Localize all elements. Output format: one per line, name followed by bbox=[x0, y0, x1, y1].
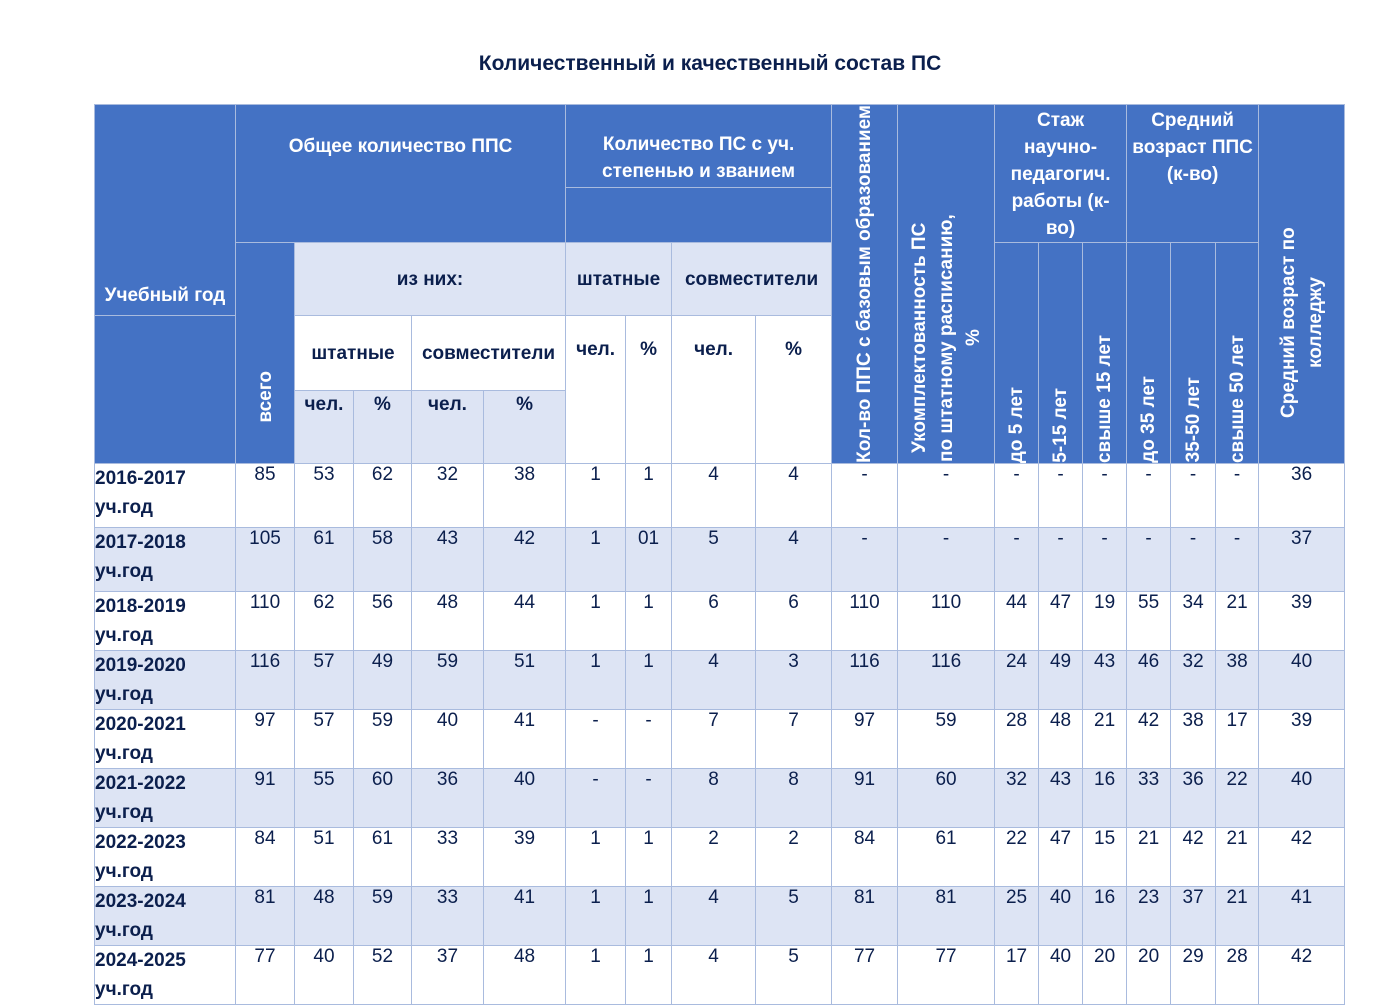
row-year: 2022-2023 уч.год bbox=[95, 827, 236, 886]
row-cell: 37 bbox=[412, 945, 484, 1004]
row-cell: 5 bbox=[756, 886, 832, 945]
row-cell: 41 bbox=[484, 709, 566, 768]
header-exp-1: до 5 лет bbox=[995, 243, 1039, 464]
row-cell: 110 bbox=[898, 591, 995, 650]
header-experience-group: Стаж научно-педагогич. работы (к-во) bbox=[995, 105, 1127, 243]
header-exp-3: свыше 15 лет bbox=[1083, 243, 1127, 464]
row-cell: 81 bbox=[832, 886, 898, 945]
header-degree-part-time: совместители bbox=[672, 243, 832, 316]
table-row bbox=[95, 827, 1345, 886]
row-cell: 39 bbox=[1259, 709, 1345, 768]
header-degree-staff-percent: % bbox=[626, 316, 672, 463]
row-cell: 36 bbox=[412, 768, 484, 827]
row-cell: 51 bbox=[484, 650, 566, 709]
row-cell: 40 bbox=[484, 768, 566, 827]
row-cell: - bbox=[1039, 463, 1083, 527]
header-age-3: свыше 50 лет bbox=[1216, 243, 1259, 464]
header-age-2: 35-50 лет bbox=[1171, 243, 1216, 464]
row-cell: 3 bbox=[756, 650, 832, 709]
header-part-people: чел. bbox=[412, 390, 484, 463]
row-cell: 110 bbox=[832, 591, 898, 650]
header-year-spacer bbox=[95, 316, 236, 463]
row-cell: - bbox=[898, 463, 995, 527]
header-total: всего bbox=[236, 243, 295, 464]
row-cell: 21 bbox=[1216, 886, 1259, 945]
header-of-them: из них: bbox=[295, 243, 566, 316]
row-cell: 15 bbox=[1083, 827, 1127, 886]
row-cell: - bbox=[1171, 463, 1216, 527]
row-cell: 48 bbox=[484, 945, 566, 1004]
row-cell: 91 bbox=[236, 768, 295, 827]
row-year: 2021-2022 уч.год bbox=[95, 768, 236, 827]
row-cell: 48 bbox=[295, 886, 354, 945]
row-cell: 34 bbox=[1171, 591, 1216, 650]
row-cell: 60 bbox=[898, 768, 995, 827]
row-cell: 47 bbox=[1039, 827, 1083, 886]
row-cell: 81 bbox=[236, 886, 295, 945]
row-cell: 52 bbox=[354, 945, 412, 1004]
row-cell: 21 bbox=[1216, 827, 1259, 886]
row-cell: - bbox=[1127, 463, 1171, 527]
header-avg-age: Средний возраст по колледжу bbox=[1259, 105, 1345, 464]
row-cell: 22 bbox=[995, 827, 1039, 886]
row-cell: 43 bbox=[1039, 768, 1083, 827]
row-cell: 17 bbox=[1216, 709, 1259, 768]
row-cell: 61 bbox=[295, 527, 354, 591]
header-degree-part-percent: % bbox=[756, 316, 832, 463]
row-cell: 4 bbox=[672, 945, 756, 1004]
header-degree-part-people: чел. bbox=[672, 316, 756, 463]
row-cell: 97 bbox=[832, 709, 898, 768]
row-cell: 53 bbox=[295, 463, 354, 527]
table-row bbox=[95, 886, 1345, 945]
row-cell: 38 bbox=[484, 463, 566, 527]
header-degree-group: Количество ПС с уч. степенью и званием bbox=[566, 105, 832, 188]
row-cell: 1 bbox=[566, 886, 626, 945]
row-cell: 1 bbox=[626, 463, 672, 527]
row-cell: - bbox=[1216, 463, 1259, 527]
row-cell: 28 bbox=[1216, 945, 1259, 1004]
row-cell: 32 bbox=[1171, 650, 1216, 709]
row-cell: 62 bbox=[295, 591, 354, 650]
row-year: 2016-2017 уч.год bbox=[95, 463, 236, 527]
row-cell: 59 bbox=[898, 709, 995, 768]
row-cell: - bbox=[566, 709, 626, 768]
row-cell: 38 bbox=[1171, 709, 1216, 768]
row-cell: 43 bbox=[1083, 650, 1127, 709]
row-cell: 8 bbox=[672, 768, 756, 827]
row-year: 2019-2020 уч.год bbox=[95, 650, 236, 709]
row-cell: 85 bbox=[236, 463, 295, 527]
table-body bbox=[95, 463, 1345, 1004]
row-cell: - bbox=[832, 463, 898, 527]
row-year: 2023-2024 уч.год bbox=[95, 886, 236, 945]
row-cell: 6 bbox=[756, 591, 832, 650]
row-cell: 40 bbox=[1259, 650, 1345, 709]
row-cell: 81 bbox=[898, 886, 995, 945]
row-cell: 1 bbox=[566, 591, 626, 650]
row-cell: 48 bbox=[1039, 709, 1083, 768]
row-cell: 91 bbox=[832, 768, 898, 827]
row-cell: 37 bbox=[1171, 886, 1216, 945]
row-cell: 23 bbox=[1127, 886, 1171, 945]
header-age-group: Средний возраст ППС (к-во) bbox=[1127, 105, 1259, 243]
header-degree-staff-people: чел. bbox=[566, 316, 626, 463]
row-cell: 5 bbox=[672, 527, 756, 591]
row-year: 2017-2018 уч.год bbox=[95, 527, 236, 591]
row-cell: 39 bbox=[1259, 591, 1345, 650]
table-row bbox=[95, 527, 1345, 591]
header-part-time: совместители bbox=[412, 316, 566, 390]
row-year: 2020-2021 уч.год bbox=[95, 709, 236, 768]
page-title: Количественный и качественный состав ПС bbox=[478, 52, 942, 75]
row-cell: 33 bbox=[412, 886, 484, 945]
row-cell: 20 bbox=[1083, 945, 1127, 1004]
row-cell: 40 bbox=[1039, 945, 1083, 1004]
row-cell: - bbox=[995, 527, 1039, 591]
row-cell: 116 bbox=[898, 650, 995, 709]
row-cell: - bbox=[566, 768, 626, 827]
row-cell: 47 bbox=[1039, 591, 1083, 650]
row-cell: 57 bbox=[295, 650, 354, 709]
row-cell: 1 bbox=[566, 827, 626, 886]
row-cell: 77 bbox=[236, 945, 295, 1004]
row-cell: 24 bbox=[995, 650, 1039, 709]
row-cell: 33 bbox=[1127, 768, 1171, 827]
row-cell: 40 bbox=[1259, 768, 1345, 827]
row-cell: 1 bbox=[566, 650, 626, 709]
row-cell: 21 bbox=[1216, 591, 1259, 650]
row-cell: 36 bbox=[1171, 768, 1216, 827]
row-cell: 17 bbox=[995, 945, 1039, 1004]
row-cell: 44 bbox=[484, 591, 566, 650]
header-base-education: Кол-во ППС с базовым образованием bbox=[832, 105, 898, 464]
row-cell: 56 bbox=[354, 591, 412, 650]
row-cell: 1 bbox=[566, 463, 626, 527]
header-part-percent: % bbox=[484, 390, 566, 463]
row-cell: 61 bbox=[898, 827, 995, 886]
header-degree-staff: штатные bbox=[566, 243, 672, 316]
row-cell: 42 bbox=[1259, 827, 1345, 886]
row-cell: 37 bbox=[1259, 527, 1345, 591]
table-row bbox=[95, 650, 1345, 709]
row-cell: 25 bbox=[995, 886, 1039, 945]
row-cell: - bbox=[832, 527, 898, 591]
header-staff-people: чел. bbox=[295, 390, 354, 463]
row-cell: 40 bbox=[412, 709, 484, 768]
row-cell: 55 bbox=[1127, 591, 1171, 650]
row-cell: 1 bbox=[566, 527, 626, 591]
row-cell: 77 bbox=[898, 945, 995, 1004]
row-cell: 4 bbox=[672, 886, 756, 945]
row-cell: 57 bbox=[295, 709, 354, 768]
row-cell: 21 bbox=[1127, 827, 1171, 886]
row-cell: 01 bbox=[626, 527, 672, 591]
row-cell: 16 bbox=[1083, 768, 1127, 827]
row-cell: 77 bbox=[832, 945, 898, 1004]
header-year: Учебный год bbox=[95, 105, 236, 316]
row-cell: 97 bbox=[236, 709, 295, 768]
row-cell: 41 bbox=[1259, 886, 1345, 945]
row-cell: 4 bbox=[672, 463, 756, 527]
row-cell: 59 bbox=[412, 650, 484, 709]
header-age-1: до 35 лет bbox=[1127, 243, 1171, 464]
table-row bbox=[95, 945, 1345, 1004]
row-cell: 20 bbox=[1127, 945, 1171, 1004]
row-cell: 21 bbox=[1083, 709, 1127, 768]
row-cell: 4 bbox=[756, 463, 832, 527]
row-cell: 32 bbox=[412, 463, 484, 527]
row-cell: 61 bbox=[354, 827, 412, 886]
header-staff: штатные bbox=[295, 316, 412, 390]
row-cell: - bbox=[1216, 527, 1259, 591]
row-year: 2018-2019 уч.год bbox=[95, 591, 236, 650]
row-cell: 7 bbox=[756, 709, 832, 768]
row-cell: - bbox=[1039, 527, 1083, 591]
row-cell: - bbox=[1171, 527, 1216, 591]
row-cell: 46 bbox=[1127, 650, 1171, 709]
staff-composition-table bbox=[94, 104, 1345, 1005]
header-degree-spacer bbox=[566, 188, 832, 243]
row-cell: 40 bbox=[295, 945, 354, 1004]
header-total-group: Общее количество ППС bbox=[236, 105, 566, 243]
row-cell: - bbox=[626, 768, 672, 827]
row-cell: 36 bbox=[1259, 463, 1345, 527]
row-cell: 29 bbox=[1171, 945, 1216, 1004]
row-cell: 60 bbox=[354, 768, 412, 827]
row-cell: 8 bbox=[756, 768, 832, 827]
row-cell: 6 bbox=[672, 591, 756, 650]
row-cell: 42 bbox=[1127, 709, 1171, 768]
row-cell: 7 bbox=[672, 709, 756, 768]
table-row bbox=[95, 709, 1345, 768]
table-row bbox=[95, 768, 1345, 827]
row-cell: 2 bbox=[756, 827, 832, 886]
row-cell: - bbox=[626, 709, 672, 768]
row-cell: 1 bbox=[626, 945, 672, 1004]
row-cell: 58 bbox=[354, 527, 412, 591]
row-cell: 42 bbox=[1259, 945, 1345, 1004]
row-cell: 1 bbox=[626, 591, 672, 650]
row-cell: 16 bbox=[1083, 886, 1127, 945]
row-cell: 1 bbox=[626, 886, 672, 945]
row-cell: 33 bbox=[412, 827, 484, 886]
header-exp-2: 5-15 лет bbox=[1039, 243, 1083, 464]
row-cell: 44 bbox=[995, 591, 1039, 650]
row-cell: 62 bbox=[354, 463, 412, 527]
row-cell: 38 bbox=[1216, 650, 1259, 709]
row-cell: - bbox=[995, 463, 1039, 527]
row-cell: 4 bbox=[672, 650, 756, 709]
row-cell: 110 bbox=[236, 591, 295, 650]
table-row bbox=[95, 463, 1345, 527]
row-cell: 41 bbox=[484, 886, 566, 945]
row-cell: 105 bbox=[236, 527, 295, 591]
row-cell: 55 bbox=[295, 768, 354, 827]
row-cell: - bbox=[898, 527, 995, 591]
row-cell: 42 bbox=[484, 527, 566, 591]
row-cell: 51 bbox=[295, 827, 354, 886]
row-cell: 28 bbox=[995, 709, 1039, 768]
row-cell: 19 bbox=[1083, 591, 1127, 650]
row-cell: 48 bbox=[412, 591, 484, 650]
row-cell: 5 bbox=[756, 945, 832, 1004]
row-cell: 84 bbox=[236, 827, 295, 886]
row-cell: 43 bbox=[412, 527, 484, 591]
row-cell: 116 bbox=[832, 650, 898, 709]
row-cell: 4 bbox=[756, 527, 832, 591]
row-cell: 49 bbox=[1039, 650, 1083, 709]
row-cell: 1 bbox=[566, 945, 626, 1004]
row-cell: 39 bbox=[484, 827, 566, 886]
table-row bbox=[95, 591, 1345, 650]
row-cell: - bbox=[1083, 527, 1127, 591]
row-cell: 59 bbox=[354, 709, 412, 768]
row-cell: - bbox=[1083, 463, 1127, 527]
row-cell: 116 bbox=[236, 650, 295, 709]
header-staff-percent: % bbox=[354, 390, 412, 463]
row-cell: 1 bbox=[626, 827, 672, 886]
row-year: 2024-2025 уч.год bbox=[95, 945, 236, 1004]
row-cell: 32 bbox=[995, 768, 1039, 827]
row-cell: 1 bbox=[626, 650, 672, 709]
row-cell: 84 bbox=[832, 827, 898, 886]
row-cell: 59 bbox=[354, 886, 412, 945]
row-cell: 40 bbox=[1039, 886, 1083, 945]
row-cell: 2 bbox=[672, 827, 756, 886]
row-cell: 42 bbox=[1171, 827, 1216, 886]
header-staffing: Укомплектованность ПС по штатному расписанию, % bbox=[898, 105, 995, 464]
row-cell: - bbox=[1127, 527, 1171, 591]
row-cell: 22 bbox=[1216, 768, 1259, 827]
row-cell: 49 bbox=[354, 650, 412, 709]
